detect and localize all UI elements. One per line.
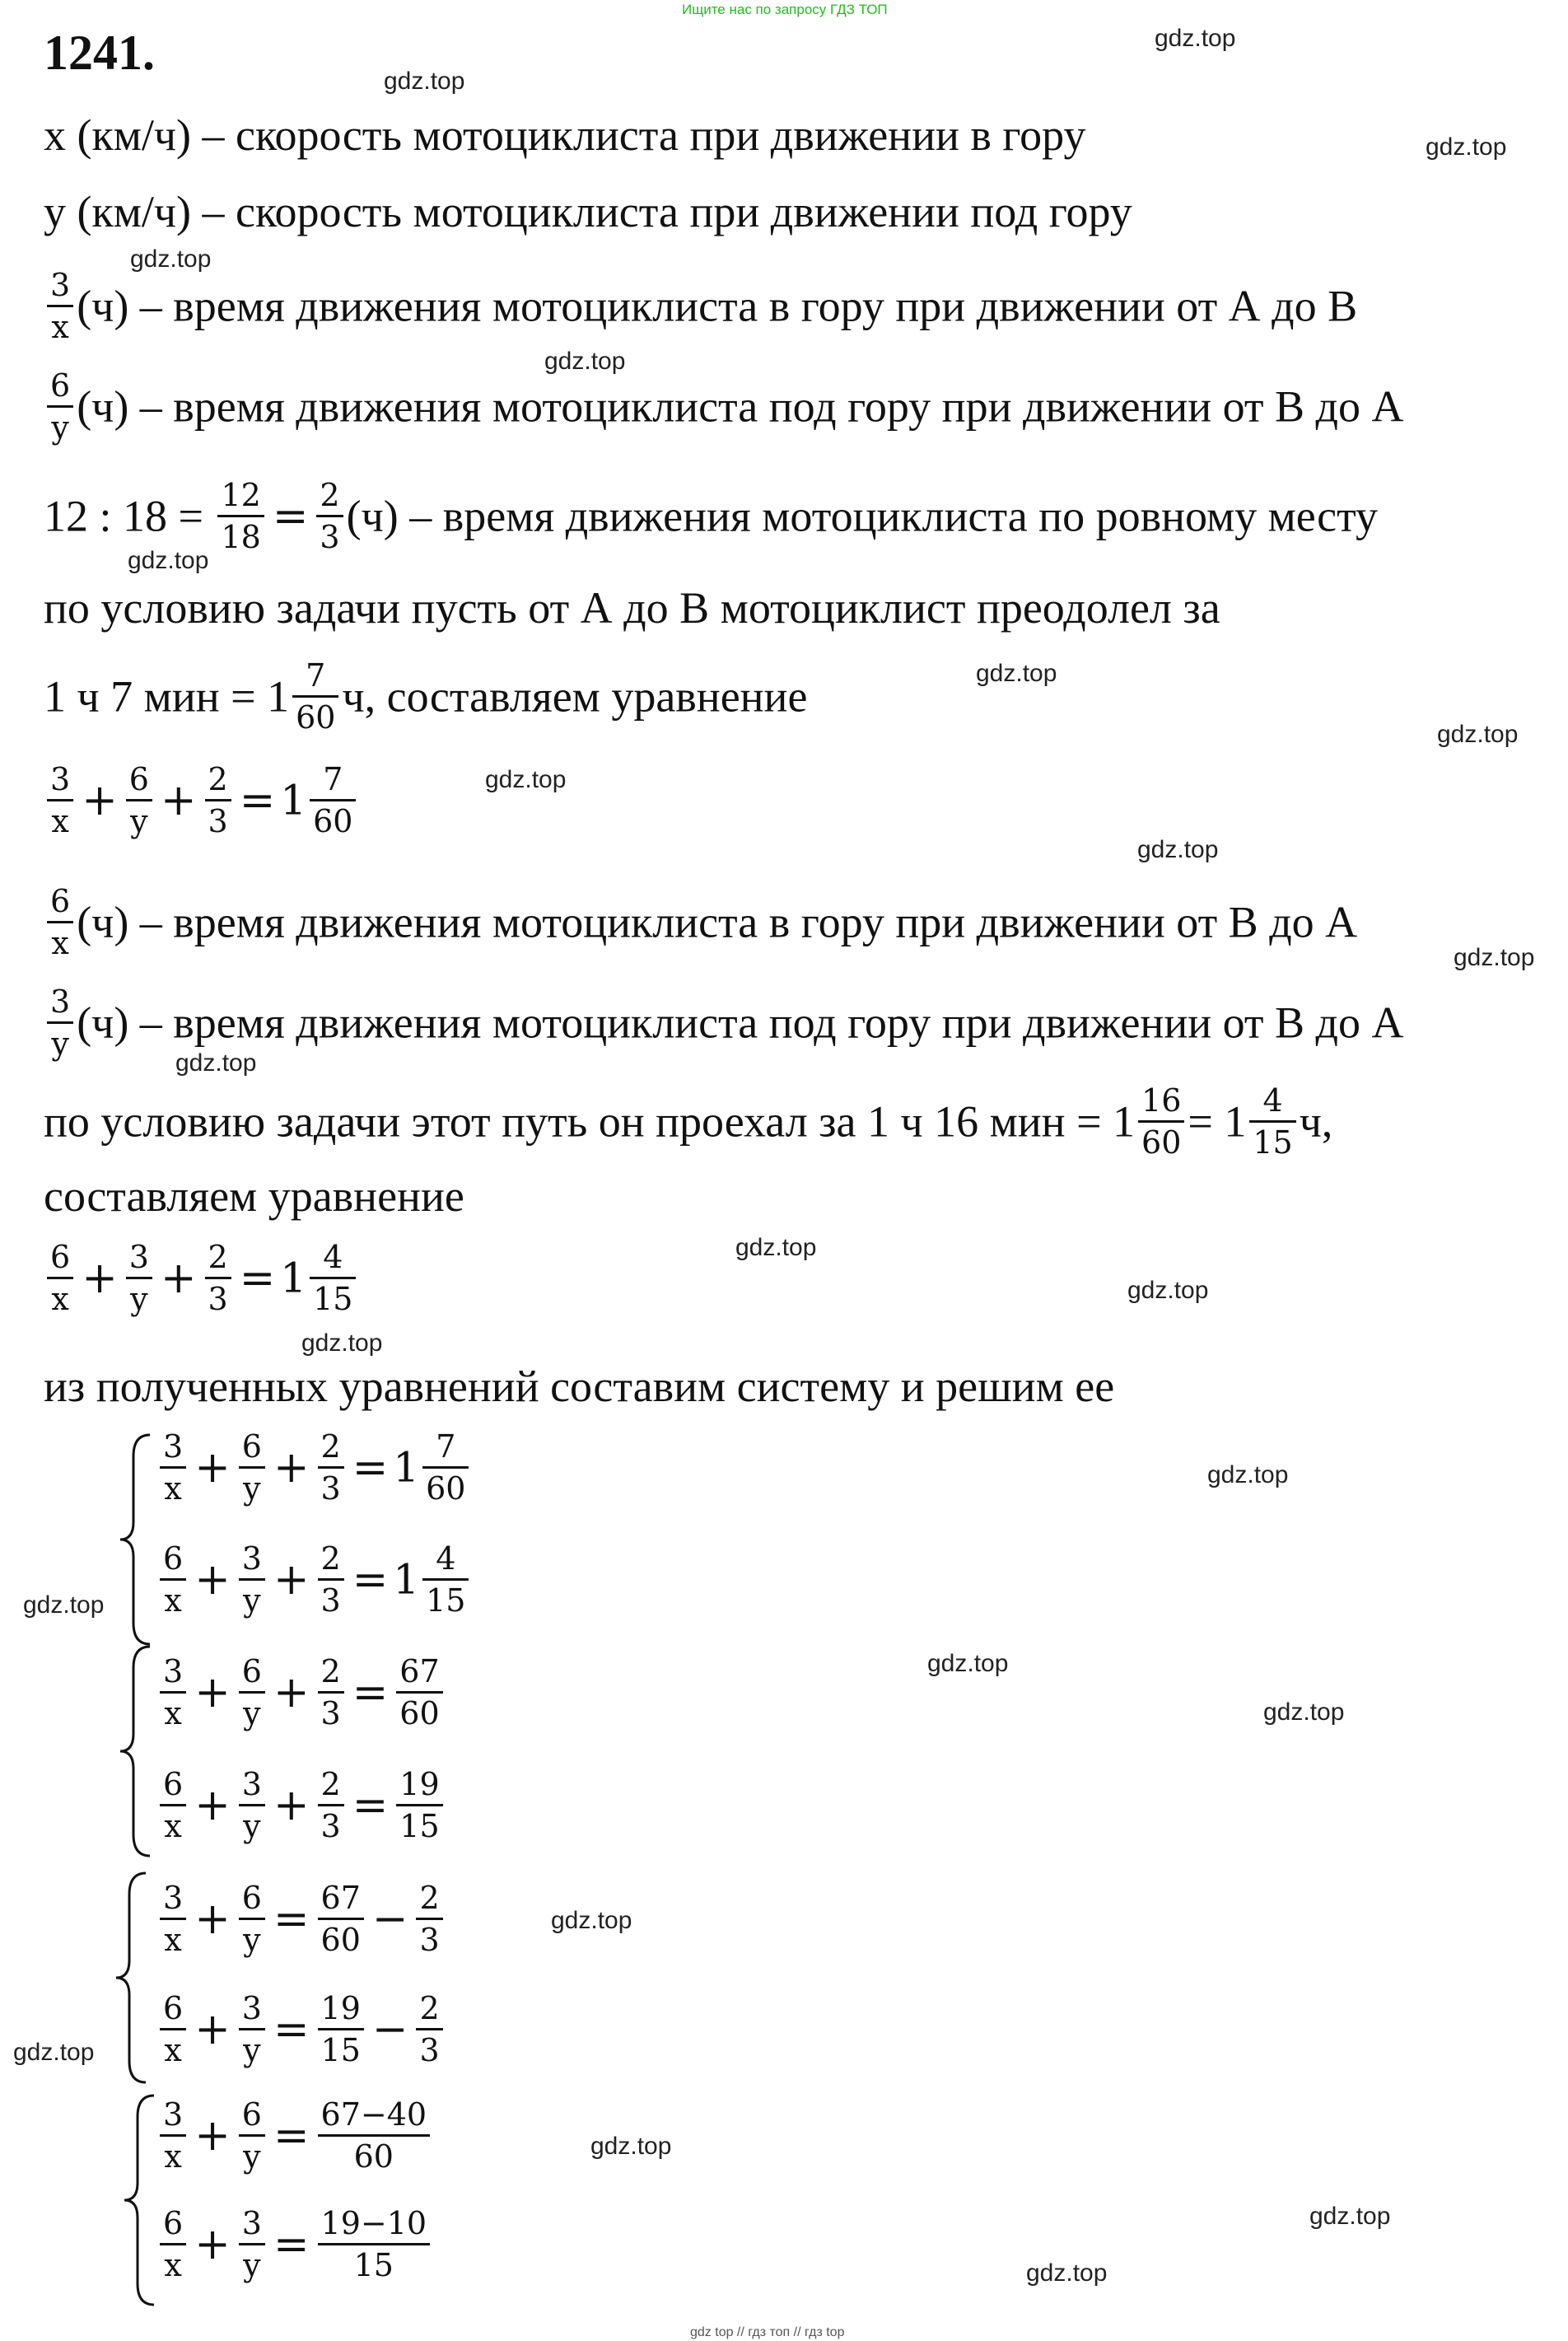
fraction: $\frac{6}{y}$ [239,1652,265,1733]
fraction: $\frac{7}{60}$ [422,1427,469,1508]
system1-row1: $\frac{3}{x}$ + $\frac{6}{y}$ + $\frac{2}{3}$ = 1 $\frac{7}{60}$ [156,1427,472,1508]
fraction: $\frac{3}{y}$ [47,982,73,1063]
fraction: $\frac{6}{y}$ [239,1427,265,1508]
line-compose-equation: составляем уравнение [44,1171,464,1221]
header-note[interactable]: Ищите нас по запросу ГДЗ ТОП [682,2,888,17]
watermark: gdz.top [976,660,1057,687]
fraction: $\frac{3}{x}$ [160,1878,186,1960]
fraction: $\frac{6}{x}$ [160,1764,186,1846]
watermark: gdz.top [735,1234,817,1261]
fraction: $\frac{67-40}{60}$ [318,2095,431,2176]
system-brace-3 [111,1870,152,2086]
fraction: $\frac{4}{15}$ [310,1237,356,1319]
fraction: $\frac{19}{15}$ [396,1764,442,1846]
fraction: $\frac{2}{3}$ [318,1652,344,1733]
watermark: gdz.top [13,2039,95,2066]
fraction: $\frac{3}{y}$ [126,1237,152,1319]
line-x-speed: x (км/ч) – скорость мотоциклиста при движении в гору [44,110,1086,160]
watermark: gdz.top [384,68,465,95]
fraction: $\frac{3}{y}$ [239,1539,265,1620]
fraction: $\frac{4}{15}$ [1249,1081,1295,1162]
fraction: $\frac{67}{60}$ [396,1652,442,1733]
fraction: $\frac{6}{y}$ [47,366,73,447]
fraction: $\frac{3}{x}$ [47,265,73,347]
watermark: gdz.top [485,766,567,793]
watermark: gdz.top [23,1591,105,1619]
system4-row1: $\frac{3}{x}$ + $\frac{6}{y}$ = $\frac{67-40}{60}$ [156,2095,433,2176]
line-time-flat: 12 : 18 = $\frac{12}{18}$ = $\frac{2}{3}$ (ч) – время движения мотоциклиста по ровному месту [44,477,1378,555]
fraction: $\frac{2}{3}$ [318,1764,344,1846]
system2-row2: $\frac{6}{x}$ + $\frac{3}{y}$ + $\frac{2}{3}$ = $\frac{19}{15}$ [156,1764,446,1846]
watermark: gdz.top [1263,1699,1345,1726]
system-brace-4 [119,2092,161,2308]
line-condition-ab: по условию задачи пусть от А до В мотоциклист преодолел за [44,583,1220,633]
line-time-uphill-ab: $\frac{3}{x}$ (ч) – время движения мотоциклиста в гору при движении от А до В [44,265,1357,347]
watermark: gdz.top [551,1907,632,1934]
system-brace-2 [115,1643,156,1859]
fraction: $\frac{7}{60}$ [310,759,356,841]
fraction: $\frac{3}{x}$ [160,1427,186,1508]
line-system-intro: из полученных уравнений составим систему и решим ее [44,1362,1115,1411]
fraction: $\frac{6}{x}$ [47,1237,73,1319]
fraction: $\frac{2}{3}$ [318,1539,344,1620]
fraction: $\frac{2}{3}$ [416,1878,442,1960]
line-time-ab-total: 1 ч 7 мин = 1 $\frac{7}{60}$ ч, составляем уравнение [44,657,808,736]
system1-row2: $\frac{6}{x}$ + $\frac{3}{y}$ + $\frac{2}{3}$ = 1 $\frac{4}{15}$ [156,1539,472,1620]
fraction: $\frac{6}{y}$ [126,759,152,841]
fraction: $\frac{7}{60}$ [292,656,338,737]
watermark: gdz.top [130,245,212,273]
fraction: $\frac{2}{3}$ [318,1427,344,1508]
system4-row2: $\frac{6}{x}$ + $\frac{3}{y}$ = $\frac{19-10}{15}$ [156,2203,433,2285]
equation-2: $\frac{6}{x}$ + $\frac{3}{y}$ + $\frac{2}{3}$ = 1 $\frac{4}{15}$ [44,1237,359,1319]
fraction: $\frac{12}{18}$ [217,475,264,557]
watermark: gdz.top [128,547,209,574]
watermark: gdz.top [1454,944,1535,971]
fraction: $\frac{2}{3}$ [205,759,231,841]
fraction: $\frac{6}{y}$ [239,2095,265,2176]
problem-number: 1241. [44,26,155,80]
line-condition-ba: по условию задачи этот путь он проехал за 1 ч 16 мин = 1 $\frac{16}{60}$ = 1 $\frac{4}{15}$ ч, [44,1082,1333,1161]
line-time-downhill-ab: $\frac{3}{y}$ (ч) – время движения мотоциклиста под гору при движении от В до А [44,982,1404,1063]
fraction: $\frac{3}{y}$ [239,1764,265,1846]
fraction: $\frac{2}{3}$ [416,1988,442,2070]
line-time-uphill-ba: $\frac{6}{x}$ (ч) – время движения мотоциклиста в гору при движении от В до А [44,881,1357,963]
fraction: $\frac{3}{y}$ [239,2203,265,2285]
fraction: $\frac{6}{y}$ [239,1878,265,1960]
fraction: $\frac{19}{15}$ [318,1988,364,2070]
watermark: gdz.top [1207,1461,1289,1488]
watermark: gdz.top [1137,836,1219,863]
watermark: gdz.top [1026,2259,1108,2287]
fraction: $\frac{3}{x}$ [47,759,73,841]
watermark: gdz.top [590,2133,672,2160]
fraction: $\frac{16}{60}$ [1138,1081,1184,1162]
fraction: $\frac{6}{x}$ [160,2203,186,2285]
watermark: gdz.top [1309,2203,1391,2230]
system2-row1: $\frac{3}{x}$ + $\frac{6}{y}$ + $\frac{2}{3}$ = $\frac{67}{60}$ [156,1652,446,1733]
fraction: $\frac{2}{3}$ [205,1237,231,1319]
equation-1: $\frac{3}{x}$ + $\frac{6}{y}$ + $\frac{2}{3}$ = 1 $\frac{7}{60}$ [44,759,359,841]
footer-note: gdz top // гдз топ // гдз top [690,2325,845,2339]
system3-row1: $\frac{3}{x}$ + $\frac{6}{y}$ = $\frac{67}{60}$ − $\frac{2}{3}$ [156,1878,446,1960]
fraction: $\frac{3}{x}$ [160,2095,186,2176]
fraction: $\frac{2}{3}$ [316,475,343,557]
watermark: gdz.top [927,1650,1009,1677]
fraction: $\frac{3}{x}$ [160,1652,186,1733]
watermark: gdz.top [1426,133,1507,161]
watermark: gdz.top [1155,25,1236,52]
fraction: $\frac{6}{x}$ [47,881,73,963]
watermark: gdz.top [301,1329,383,1357]
watermark: gdz.top [175,1049,257,1077]
fraction: $\frac{6}{x}$ [160,1988,186,2070]
fraction: $\frac{67}{60}$ [318,1878,364,1960]
fraction: $\frac{19-10}{15}$ [318,2203,431,2285]
system-brace-1 [115,1432,156,1647]
fraction: $\frac{6}{x}$ [160,1539,186,1620]
line-y-speed: y (км/ч) – скорость мотоциклиста при движении под гору [44,187,1132,236]
watermark: gdz.top [544,348,626,375]
watermark: gdz.top [1127,1277,1209,1304]
fraction: $\frac{4}{15}$ [422,1539,469,1620]
line-time-downhill-ba: $\frac{6}{y}$ (ч) – время движения мотоциклиста под гору при движении от В до А [44,366,1404,447]
watermark: gdz.top [1437,721,1519,748]
system3-row2: $\frac{6}{x}$ + $\frac{3}{y}$ = $\frac{19}{15}$ − $\frac{2}{3}$ [156,1988,446,2070]
fraction: $\frac{3}{y}$ [239,1988,265,2070]
